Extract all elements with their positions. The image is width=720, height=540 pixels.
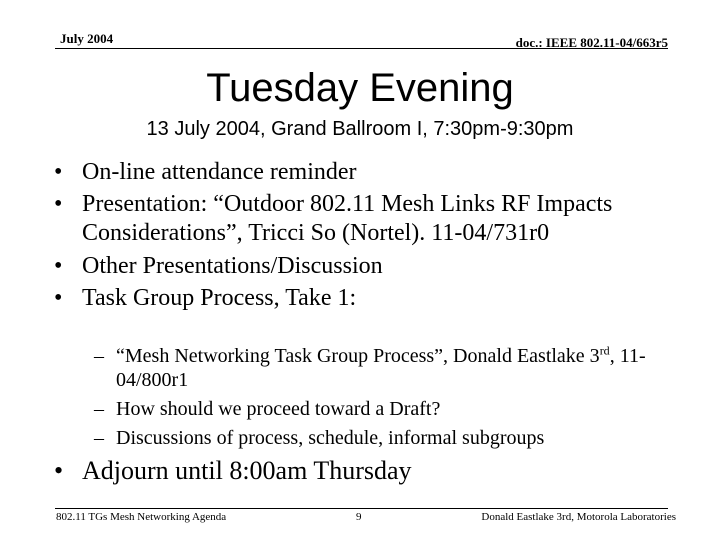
final-bullet-list <box>54 455 654 487</box>
sub-bullet-text: , 11-04/800r1 <box>116 345 646 391</box>
bullet-text: Task Group Process, Take 1: <box>82 285 357 311</box>
bullet-marker: • <box>54 253 63 279</box>
sub-bullet-text: Discussions of process, schedule, informal subgroups <box>116 427 545 449</box>
footer-title: 802.11 TGs Mesh Networking Agenda <box>56 511 227 523</box>
header-doc-id: doc.: IEEE 802.11-04/663r5 <box>515 35 668 50</box>
bullet-text: On-line attendance reminder <box>82 159 357 185</box>
sub-bullet-text: “Mesh Networking Task Group Process”, Donald Eastlake 3 <box>116 345 600 367</box>
bullet-marker: • <box>54 456 64 485</box>
dash-marker: – <box>94 398 104 420</box>
bullet-list <box>54 158 634 316</box>
footer-divider <box>55 508 668 509</box>
page-number: 9 <box>356 511 362 523</box>
footer-author: Donald Eastlake 3rd, Motorola Laboratories <box>481 511 676 523</box>
header-divider <box>55 48 668 49</box>
dash-marker: – <box>94 345 104 367</box>
sub-bullet-item <box>94 426 654 450</box>
slide-subtitle: 13 July 2004, Grand Ballroom I, 7:30pm-9:30pm <box>146 118 574 140</box>
sub-bullet-list <box>94 344 654 455</box>
sub-bullet-item <box>94 397 654 421</box>
bullet-text: Presentation: “Outdoor 802.11 Mesh Links RF Impacts Considerations”, Tricci So (Nortel). 11-04/731r0 <box>82 191 613 246</box>
ordinal-suffix: rd <box>599 343 610 358</box>
bullet-text: Adjourn until 8:00am Thursday <box>82 456 412 485</box>
header-date: July 2004 <box>60 31 114 46</box>
bullet-item <box>54 252 634 281</box>
bullet-marker: • <box>54 191 63 217</box>
bullet-item <box>54 190 634 248</box>
sub-bullet-text: How should we proceed toward a Draft? <box>116 398 441 420</box>
bullet-marker: • <box>54 159 63 185</box>
bullet-text: Other Presentations/Discussion <box>82 253 383 279</box>
bullet-item <box>54 284 634 313</box>
slide-title: Tuesday Evening <box>206 66 514 110</box>
bullet-marker: • <box>54 285 63 311</box>
dash-marker: – <box>94 427 104 449</box>
bullet-item <box>54 455 654 487</box>
sub-bullet-item <box>94 344 654 392</box>
bullet-item <box>54 158 634 187</box>
